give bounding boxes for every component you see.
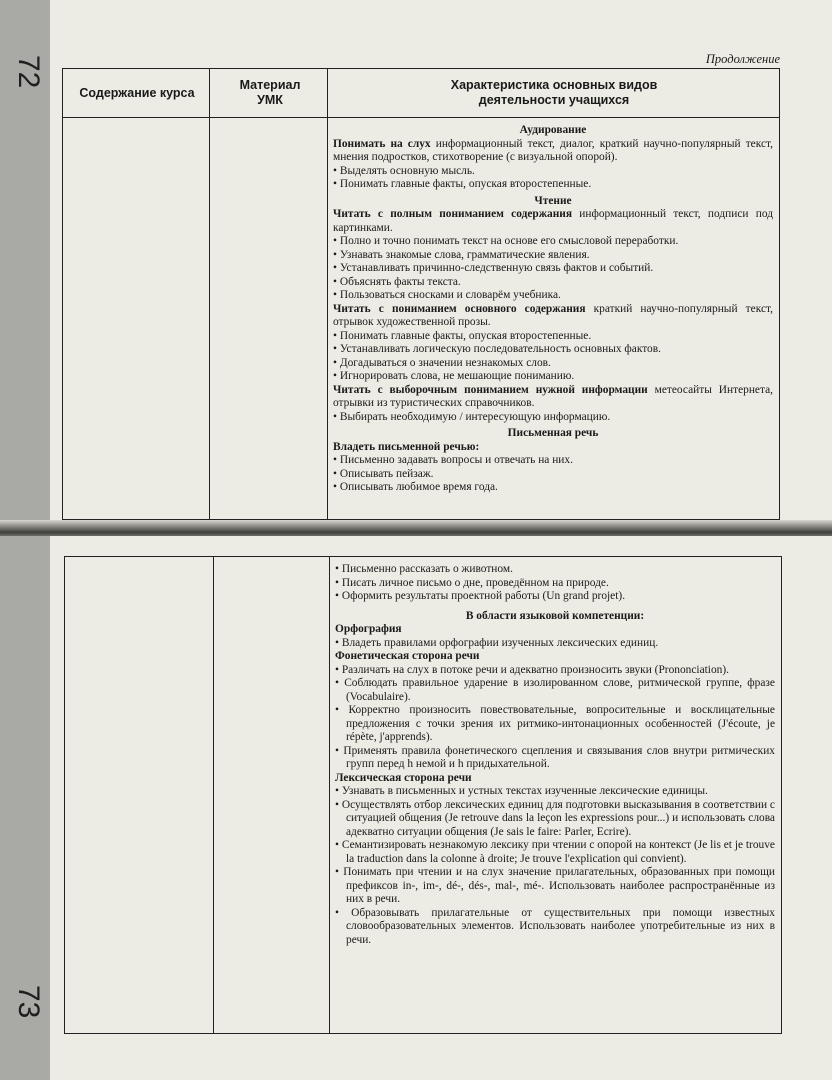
- column-divider: [327, 69, 328, 519]
- header-activities-line2: деятельности учащихся: [478, 93, 630, 107]
- header-activities: [329, 69, 779, 117]
- page-number: 72: [12, 55, 45, 89]
- list-item: • Узнавать знакомые слова, грамматические явления.: [333, 249, 773, 263]
- page-72: [0, 0, 832, 526]
- list-item: • Осуществлять отбор лексических единиц для подготовки высказывания в соответствии с ситуацией общения (Je retrouve dans la leçon les expressions pour...) и использовать слова адекватно ситуации общения (Je sais le faire: Parler, Ecrire).: [335, 799, 775, 840]
- list-item: • Объяснять факты текста.: [333, 276, 773, 290]
- list-item: • Понимать при чтении и на слух значение прилагательных, образованных при помощи префиксов in-, im-, dé-, dés-, mal-, mé-. Использовать наиболее распространённые из них в речи.: [335, 866, 775, 907]
- activities-cell: [335, 563, 775, 947]
- activities-cell: [333, 123, 773, 495]
- list-item: • Устанавливать логическую последовательность основных фактов.: [333, 343, 773, 357]
- header-material: [211, 69, 329, 117]
- section-title-reading: Чтение: [534, 194, 572, 207]
- header-course-content: Содержание курса: [79, 85, 195, 100]
- list-item: • Образовывать прилагательные от существительных при помощи известных словообразовательных элементов. Использовать наиболее употребительные из них в речи.: [335, 907, 775, 948]
- listening-lead: [333, 138, 773, 165]
- list-item: • Пользоваться сносками и словарём учебника.: [333, 289, 773, 303]
- lead-bold: Читать с полным пониманием содержания: [333, 208, 572, 220]
- lead-text: метеосайты Интернета, отрывки из туристических справочников.: [333, 383, 773, 409]
- header-activities-line1: Характеристика основных видов: [450, 78, 658, 92]
- reading-full-lead: [333, 208, 773, 235]
- list-item: • Владеть правилами орфографии изученных лексических единиц.: [335, 637, 775, 651]
- subsection-title-phonetics: Фонетическая сторона речи: [335, 650, 480, 662]
- list-item: • Соблюдать правильное ударение в изолированном слове, ритмической группе, фразе (Vocabulaire).: [335, 677, 775, 704]
- page-number: 73: [12, 985, 45, 1019]
- list-item: • Применять правила фонетического сцепления и связывания слов внутри ритмических групп перед h немой и h придыхательной.: [335, 745, 775, 772]
- table-header: [63, 69, 779, 118]
- section-title-language: В области языковой компетенции:: [465, 609, 645, 622]
- list-item: • Полно и точно понимать текст на основе его смысловой переработки.: [333, 235, 773, 249]
- list-item: • Различать на слух в потоке речи и адекватно произносить звуки (Prononciation).: [335, 664, 775, 678]
- column-divider: [329, 557, 330, 1033]
- list-item: • Описывать любимое время года.: [333, 481, 773, 495]
- section-title-writing: Письменная речь: [507, 427, 599, 439]
- list-item: • Письменно рассказать о животном.: [335, 563, 775, 577]
- reading-select-lead: [333, 384, 773, 411]
- writing-lead: Владеть письменной речью:: [333, 440, 480, 453]
- continuation-label: Продолжение: [705, 52, 780, 66]
- list-item: • Выбирать необходимую / интересующую информацию.: [333, 411, 773, 425]
- subsection-title-lexis: Лексическая сторона речи: [335, 771, 472, 784]
- activity-table: [62, 68, 780, 520]
- list-item: • Догадываться о значении незнакомых слов.: [333, 357, 773, 371]
- list-item: • Понимать главные факты, опуская второстепенные.: [333, 330, 773, 344]
- lead-text: информационный текст, подписи под картинками.: [333, 208, 773, 234]
- header-material-line2: УМК: [257, 93, 283, 107]
- list-item: • Устанавливать причинно-следственную связь фактов и событий.: [333, 262, 773, 276]
- header-material-line1: Материал: [239, 78, 301, 92]
- lead-bold: Читать с выборочным пониманием нужной информации: [333, 383, 648, 396]
- list-item: • Письменно задавать вопросы и отвечать на них.: [333, 454, 773, 468]
- list-item: • Описывать пейзаж.: [333, 468, 773, 482]
- activity-table-continued: [64, 556, 782, 1034]
- column-divider: [209, 69, 210, 519]
- list-item: • Писать личное письмо о дне, проведённом на природе.: [335, 577, 775, 591]
- list-item: • Понимать главные факты, опуская второстепенные.: [333, 178, 773, 192]
- section-title-listening: Аудирование: [519, 124, 587, 136]
- reading-main-lead: [333, 303, 773, 330]
- lead-text: краткий научно-популярный текст, отрывок художественной прозы.: [333, 302, 773, 328]
- lead-bold: Понимать на слух: [333, 137, 431, 150]
- lead-text: информационный текст, диалог, краткий научно-популярный текст, мнения подростков, стихотворение (с визуальной опорой).: [333, 137, 774, 163]
- list-item: • Игнорировать слова, не мешающие пониманию.: [333, 370, 773, 384]
- lead-bold: Читать с пониманием основного содержания: [333, 302, 586, 315]
- subsection-title-orthography: Орфография: [335, 623, 402, 635]
- list-item: • Оформить результаты проектной работы (Un grand projet).: [335, 590, 775, 604]
- list-item: • Выделять основную мысль.: [333, 165, 773, 179]
- list-item: • Корректно произносить повествовательные, вопросительные и восклицательные предложения с точки зрения их ритмико-интонационных особенностей (J'écoute, je répète, j'apprends).: [335, 704, 775, 745]
- list-item: • Семантизировать незнакомую лексику при чтении с опорой на контекст (Je lis et je trouve la traduction dans la colonne à droite; Je trouve l'explication qui convient).: [335, 839, 775, 866]
- column-divider: [213, 557, 214, 1033]
- list-item: • Узнавать в письменных и устных текстах изученные лексические единицы.: [335, 785, 775, 799]
